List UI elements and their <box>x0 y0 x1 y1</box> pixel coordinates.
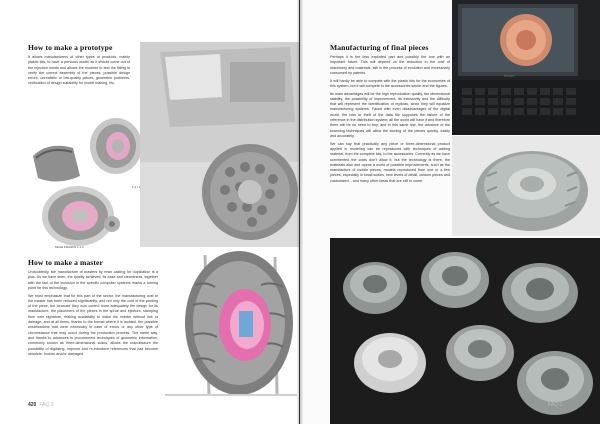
prototype-body <box>28 55 130 89</box>
left-issue-label: FAQ 3 <box>39 402 54 408</box>
vehicle-tyre-photo <box>140 42 299 247</box>
resin-tyres-group-photo <box>330 238 600 424</box>
left-page <box>0 0 299 424</box>
single-resin-tyre-photo <box>452 136 600 236</box>
right-issue-label: FAQ 3 <box>548 402 563 408</box>
spine-gutter <box>297 0 303 424</box>
laptop-brand-label: lenovo <box>504 74 515 78</box>
left-folio <box>28 402 54 408</box>
final-paragraph-1: Perhaps it is the less exploited part and possibly the one with an important future. This will depend on the reduction in the cost of machinery and materials, still in the process of evolution and excessively consumed by patents. <box>330 55 450 75</box>
master-paragraph-1: Undoubtedly, the manufacture of masters by resin casting for duplication is a plus. As we have seen, the quality achieved, its ease and cleanliness, together with the fact of the inclusion in the specific computer systems marks a turning point for this technology. <box>28 270 158 290</box>
caption-bottom: Model FRANKS 1:1.3 <box>55 245 84 249</box>
page-number: 420 <box>28 402 37 408</box>
master-body <box>28 270 158 360</box>
prototype-tyre-render <box>28 116 143 256</box>
final-pieces-body <box>330 55 450 186</box>
final-pieces-heading: Manufacturing of final pieces <box>330 43 429 52</box>
prototype-paragraph: It allows manufacturers of other types of products, mainly plastic kits, to have a previous model as it should come out of the injection molds and allows the modeler to test the fitting to verify the correct assembly of the pieces, possible design errors, unrealistic or low-quality pieces, geometric problems, verification of design suitability for model making, etc. <box>28 55 130 86</box>
caption-top: 1:1 / 1 <box>132 185 141 189</box>
final-paragraph-2: It will hardly be able to compete with the plastic kits for the economies of this system, but it will compete in the accessories sector and the figures. <box>330 78 450 88</box>
master-heading: How to make a master <box>28 258 103 267</box>
final-paragraph-4: We can say that practically any piece or three-dimensional product applied in modeling can be reproduced with techniques of adding material, from the complete kits, to the accessories. Currently as we have commented the costs don't allow it, but the technology is there, the materials also and opens a world of possible improvements, such as the manufacture of mobile pieces, models reproduced from one or a few pieces, especially in small scales, new levels of detail, custom pieces and customized... and many other ideas that are still to come. <box>330 141 450 183</box>
prototype-heading: How to make a prototype <box>28 43 113 52</box>
laptop-3d-model-photo <box>452 0 600 135</box>
master-tyre-render <box>165 245 297 405</box>
master-paragraph-2: We must emphasize that for this part of the sector, the manufacturing cost of the master has been reduced significantly, and not only the cost of the printing of the piece, but because they now control more adequately the design for its manufacture, the placement of the pieces in the sprue and ejectors, stamping their own signature, making availability to make the master without risk or damage, and at all times, thanks to the format where it is located, the possible modifications that were necessary in case of errors or any other type of circumstance that may occur during the production process. The same way, and thanks to advances in procurement techniques of geometric information, commonly known as three-dimensional scans, allows the manufacture the possibility of digitizing, improve and re-introduce references that had become obsolete, broken and/or damaged. <box>28 293 158 356</box>
right-page <box>300 0 600 424</box>
final-paragraph-3: Its main advantages will be the high reproduction quality, the dimensional stability, the possibility of improvement, its exclusivity and the difficulty that will represent the identification of replicas, since they will equalize manufacturing systems. Faced with even disadvantages of the digital world, the loss or theft of the data file supposes the failure of the reference in the distribution system; all the world will have it and therefore there will be no need to buy, and in this same line, the advance of the scanning techniques will allow the cloning of the pieces quickly, easily and accurately. <box>330 91 450 138</box>
right-folio <box>545 402 562 408</box>
